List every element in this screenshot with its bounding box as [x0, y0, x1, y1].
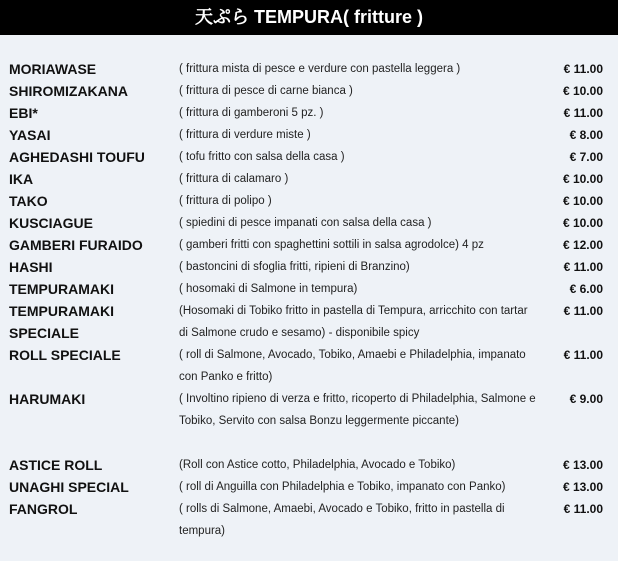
menu-item [0, 300, 618, 344]
menu-item [0, 124, 618, 146]
menu-item-price: € 13.00 [562, 480, 603, 494]
menu-item-price: € 10.00 [562, 84, 603, 98]
menu-item [0, 498, 618, 542]
menu-item [0, 212, 618, 234]
menu-item-description: ( frittura di calamaro ) [179, 173, 289, 185]
menu-item-name: UNAGHI SPECIAL [9, 479, 129, 495]
menu-item [0, 80, 618, 102]
menu-item-description: ( rolls di Salmone, Amaebi, Avocado e Tobiko, fritto in pastella di tempura) [179, 503, 505, 537]
menu-item-description: ( roll di Salmone, Avocado, Tobiko, Amaebi e Philadelphia, impanato con Panko e fritto) [179, 349, 526, 383]
menu-item-description: ( frittura di pesce di carne bianca ) [179, 85, 353, 97]
menu-item-name: SHIROMIZAKANA [9, 83, 128, 99]
menu-item-description: ( hosomaki di Salmone in tempura) [179, 283, 358, 295]
menu-item-price: € 13.00 [562, 458, 603, 472]
menu-item-name: HASHI [9, 259, 53, 275]
menu-item [0, 102, 618, 124]
menu-item-price: € 11.00 [563, 260, 603, 274]
menu-item-name: AGHEDASHI TOUFU [9, 149, 145, 165]
menu-item-description: ( gamberi fritti con spaghettini sottili in salsa agrodolce) 4 pz [179, 239, 484, 251]
menu-item-description: ( tofu fritto con salsa della casa ) [179, 151, 345, 163]
menu-item-description: ( frittura mista di pesce e verdure con pastella leggera ) [179, 63, 461, 75]
menu-item-price: € 11.00 [563, 106, 603, 120]
menu-item-name: IKA [9, 171, 34, 187]
menu-item-name: GAMBERI FURAIDO [9, 237, 143, 253]
menu-item-name: HARUMAKI [9, 391, 86, 407]
menu-item-description: ( frittura di polipo ) [179, 195, 272, 207]
menu-item-name: KUSCIAGUE [9, 215, 94, 231]
menu-item-price: € 6.00 [569, 282, 603, 296]
menu-item-name: YASAI [9, 127, 51, 143]
menu-item-name: ASTICE ROLL [9, 457, 103, 473]
header-bar [0, 0, 618, 35]
menu-item-price: € 10.00 [562, 194, 603, 208]
page-title: 天ぷら TEMPURA( fritture ) [195, 7, 423, 27]
menu-item [0, 234, 618, 256]
menu-item-name: FANGROL [9, 501, 78, 517]
menu-item-price: € 11.00 [563, 62, 603, 76]
menu-item-price: € 10.00 [562, 172, 603, 186]
menu-item-description: ( frittura di gamberoni 5 pz. ) [179, 107, 324, 119]
menu-item-name: EBI* [9, 105, 38, 121]
menu-item [0, 58, 618, 80]
menu-item-description: ( roll di Anguilla con Philadelphia e Tobiko, impanato con Panko) [179, 481, 506, 493]
menu-item-name: TEMPURAMAKI SPECIALE [9, 303, 114, 341]
menu-item-price: € 12.00 [562, 238, 603, 252]
menu-item-description: ( bastoncini di sfoglia fritti, ripieni di Branzino) [179, 261, 410, 273]
menu-item-price: € 11.00 [563, 304, 603, 318]
menu-item [0, 146, 618, 168]
menu-item-description: ( spiedini di pesce impanati con salsa della casa ) [179, 217, 432, 229]
menu-item-price: € 11.00 [563, 348, 603, 362]
menu-item-price: € 7.00 [569, 150, 603, 164]
menu-item-description: ( frittura di verdure miste ) [179, 129, 311, 141]
menu-item [0, 256, 618, 278]
menu-item [0, 454, 618, 476]
menu-item-description: (Roll con Astice cotto, Philadelphia, Avocado e Tobiko) [179, 459, 456, 471]
menu-item-price: € 9.00 [569, 392, 603, 406]
menu-item-price: € 8.00 [569, 128, 603, 142]
menu-item [0, 388, 618, 454]
menu-item-name: TEMPURAMAKI [9, 281, 114, 297]
menu-item-description: (Hosomaki di Tobiko fritto in pastella di Tempura, arricchito con tartar di Salmone crudo e sesamo) - disponibile spicy [179, 305, 528, 339]
menu-item-description: ( Involtino ripieno di verza e fritto, ricoperto di Philadelphia, Salmone e Tobiko, Servito con salsa Bonzu leggermente piccante) [179, 393, 536, 427]
menu-item [0, 190, 618, 212]
menu-item-name: TAKO [9, 193, 48, 209]
menu-item-price: € 11.00 [563, 502, 603, 516]
menu-item [0, 278, 618, 300]
menu-item-name: MORIAWASE [9, 61, 97, 77]
menu-item [0, 168, 618, 190]
menu-item-name: ROLL SPECIALE [9, 347, 121, 363]
menu-item [0, 476, 618, 498]
menu-item [0, 344, 618, 388]
menu-item-price: € 10.00 [562, 216, 603, 230]
